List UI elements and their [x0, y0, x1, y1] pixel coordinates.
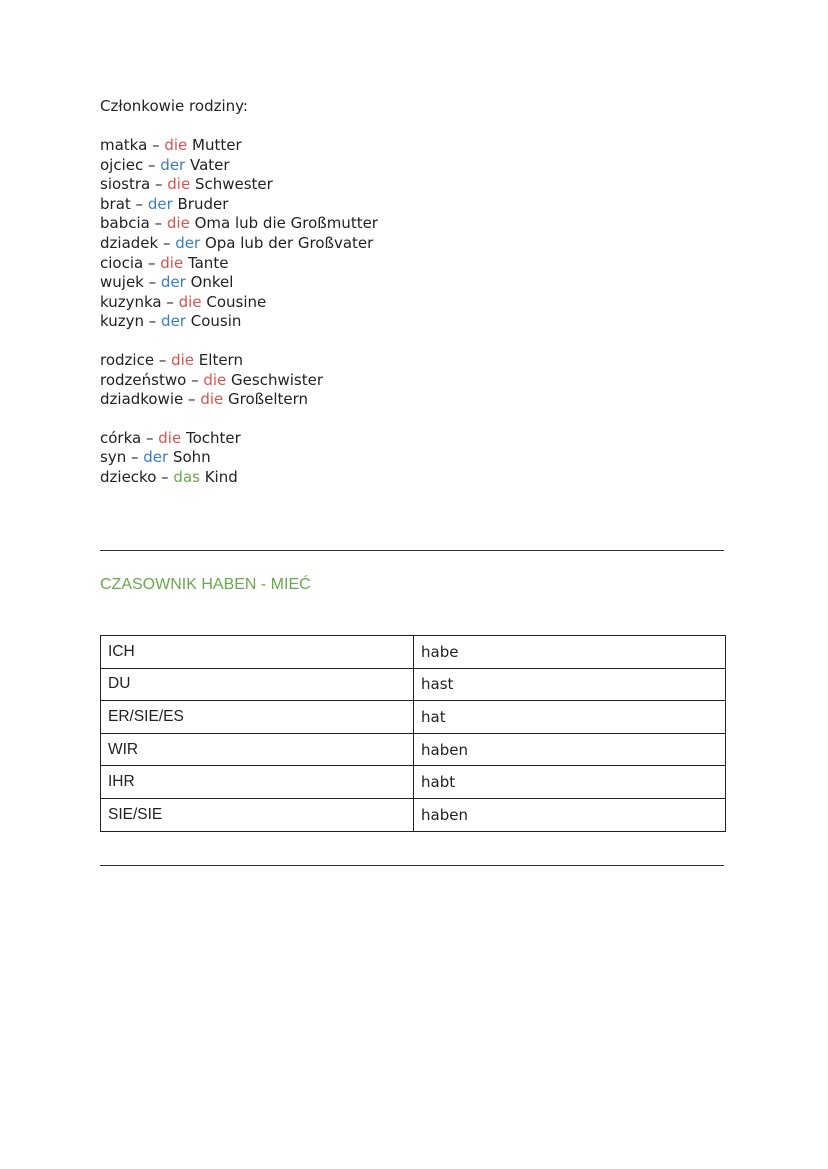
vocabulary-section [100, 96, 726, 507]
article: die [171, 350, 195, 369]
polish-word: rodzice [100, 350, 155, 369]
table-row [101, 798, 726, 831]
vocab-item [100, 273, 726, 293]
article: der [175, 233, 201, 252]
polish-word: kuzynka [100, 292, 162, 311]
article: der [160, 273, 186, 292]
separator: – [154, 350, 172, 369]
german-word: Cousine [201, 292, 267, 311]
separator: – [130, 194, 148, 213]
german-word: Vater [185, 155, 230, 174]
polish-word: dziadek [100, 233, 159, 252]
german-word: Tante [183, 253, 229, 272]
polish-word: siostra [100, 175, 151, 194]
pronoun-cell: IHR [101, 766, 414, 799]
vocab-item [100, 293, 726, 313]
vocab-item [100, 136, 726, 156]
article: die [200, 390, 224, 409]
separator: – [143, 253, 161, 272]
article: die [164, 136, 188, 154]
german-word: Großeltern [223, 390, 309, 409]
vocab-item [100, 448, 726, 468]
verb-form-cell: hat [414, 701, 726, 734]
vocab-item [100, 351, 726, 371]
divider-top [100, 550, 724, 551]
article: die [160, 253, 184, 272]
separator: – [141, 428, 159, 447]
separator: – [147, 136, 165, 154]
article: der [161, 312, 186, 331]
german-word: Tochter [181, 428, 241, 447]
table-row [101, 766, 726, 799]
vocab-group-children [100, 429, 726, 488]
article: die [203, 370, 227, 389]
verb-form-cell: habe [414, 636, 726, 669]
article: die [167, 175, 191, 194]
german-word: Oma lub die Großmutter [189, 214, 378, 233]
vocab-item [100, 429, 726, 449]
pronoun-cell: WIR [101, 733, 414, 766]
separator: – [183, 390, 201, 409]
polish-word: syn [100, 448, 127, 467]
pronoun-cell: DU [101, 668, 414, 701]
polish-word: dziecko [100, 467, 157, 486]
table-row [101, 701, 726, 734]
polish-word: dziadkowie [100, 390, 184, 409]
vocab-item [100, 312, 726, 332]
article: der [160, 155, 186, 174]
verb-form-cell: haben [414, 733, 726, 766]
german-word: Kind [199, 467, 238, 486]
polish-word: kuzyn [100, 312, 144, 331]
article: die [158, 428, 182, 447]
article: die [178, 292, 202, 311]
german-word: Cousin [185, 312, 242, 331]
article: das [173, 467, 200, 486]
separator: – [186, 370, 204, 389]
vocab-group-collective [100, 351, 726, 410]
german-word: Geschwister [226, 370, 323, 389]
verb-form-cell: haben [414, 798, 726, 831]
vocab-item [100, 390, 726, 410]
verb-form-cell: hast [414, 668, 726, 701]
polish-word: wujek [100, 273, 144, 292]
vocab-group-family-members [100, 136, 726, 332]
vocab-item [100, 371, 726, 391]
vocab-item [100, 234, 726, 254]
conjugation-table [100, 635, 726, 832]
polish-word: rodzeństwo [100, 370, 187, 389]
separator: – [156, 467, 174, 486]
separator: – [144, 312, 162, 331]
german-word: Sohn [168, 448, 211, 467]
separator: – [158, 233, 176, 252]
verb-form-cell: habt [414, 766, 726, 799]
german-word: Schwester [190, 175, 273, 194]
polish-word: matka [100, 136, 148, 154]
table-row [101, 636, 726, 669]
vocab-item [100, 175, 726, 195]
separator: – [149, 214, 167, 233]
pronoun-cell: ER/SIE/ES [101, 701, 414, 734]
polish-word: ojciec [100, 155, 144, 174]
german-word: Mutter [187, 136, 242, 154]
pronoun-cell: ICH [101, 636, 414, 669]
polish-word: córka [100, 428, 142, 447]
vocab-item [100, 156, 726, 176]
vocab-item [100, 468, 726, 488]
table-row [101, 733, 726, 766]
section-title: CZASOWNIK HABEN - MIEĆ [100, 576, 311, 593]
german-word: Opa lub der Großvater [200, 233, 374, 252]
polish-word: babcia [100, 214, 150, 233]
separator: – [143, 273, 161, 292]
article: der [147, 194, 173, 213]
vocab-item [100, 195, 726, 215]
separator: – [161, 292, 179, 311]
vocab-item [100, 214, 726, 234]
german-word: Eltern [194, 350, 243, 369]
german-word: Onkel [185, 273, 234, 292]
german-word: Bruder [172, 194, 229, 213]
pronoun-cell: SIE/SIE [101, 798, 414, 831]
separator: – [143, 155, 161, 174]
divider-bottom [100, 865, 724, 866]
table-row [101, 668, 726, 701]
separator: – [126, 448, 144, 467]
polish-word: ciocia [100, 253, 144, 272]
article: der [143, 448, 169, 467]
page-heading: Członkowie rodziny: [100, 97, 248, 115]
polish-word: brat [100, 194, 131, 213]
article: die [166, 214, 190, 233]
separator: – [150, 175, 168, 194]
vocab-item [100, 254, 726, 274]
